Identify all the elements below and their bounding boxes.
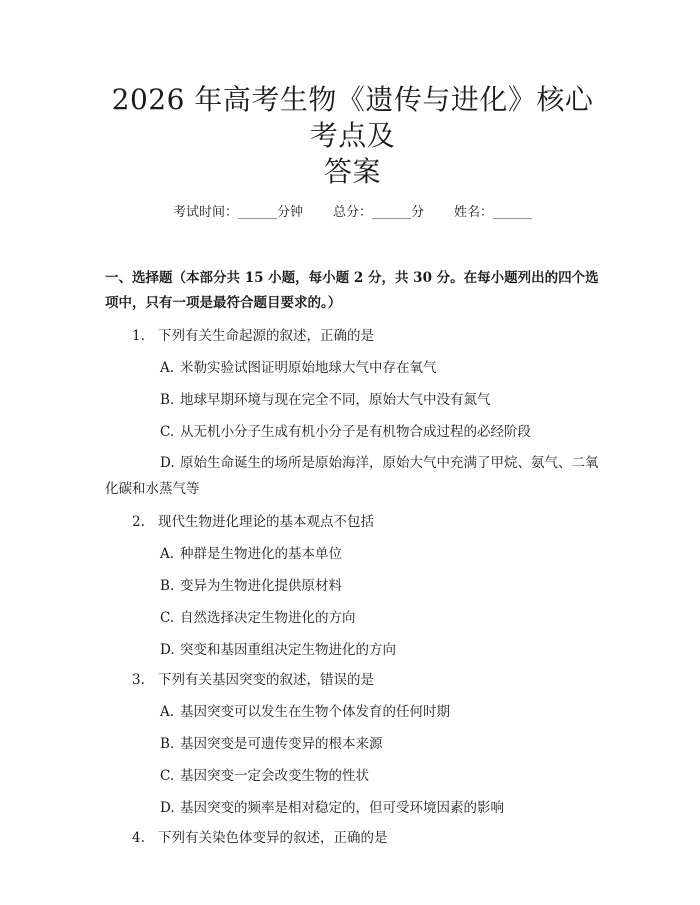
title-line-2: 答案 (323, 155, 381, 188)
option-letter: A. (160, 360, 175, 376)
question-number: 1. (132, 328, 145, 344)
option-d (105, 640, 600, 660)
question-text: 现代生物进化理论的基本观点不包括 (158, 514, 374, 530)
option-a (105, 702, 600, 722)
question-number: 4. (132, 830, 145, 846)
option-text: 从无机小分子生成有机小分子是有机物合成过程的必经阶段 (180, 424, 531, 440)
option-letter: C. (160, 768, 175, 784)
option-letter: D. (160, 800, 175, 816)
option-d (105, 798, 600, 818)
option-text: 地球早期环境与现在完全不同，原始大气中没有氮气 (180, 392, 491, 408)
option-text: 米勒实验试图证明原始地球大气中存在氧气 (180, 360, 437, 376)
question-text: 下列有关生命起源的叙述，正确的是 (158, 328, 374, 344)
option-text: 基因突变一定会改变生物的性状 (180, 768, 369, 784)
option-a (105, 358, 600, 378)
document-title (105, 82, 600, 190)
question-text: 下列有关基因突变的叙述，错误的是 (158, 672, 374, 688)
option-letter: D. (160, 455, 175, 471)
question-stem (105, 326, 600, 346)
option-text: 原始生命诞生的场所是原始海洋，原始大气中充满了甲烷、氨气、二氧化碳和水蒸气等 (105, 455, 599, 497)
question-4 (105, 828, 600, 848)
option-letter: C. (160, 424, 175, 440)
option-text: 突变和基因重组决定生物进化的方向 (180, 642, 396, 658)
question-number: 3. (132, 672, 145, 688)
option-text: 基因突变是可遗传变异的根本来源 (180, 736, 383, 752)
question-stem (105, 512, 600, 532)
exam-meta-line (105, 204, 600, 222)
option-letter: B. (160, 392, 175, 408)
question-2 (105, 512, 600, 660)
question-stem (105, 670, 600, 690)
option-letter: C. (160, 610, 175, 626)
option-b (105, 734, 600, 754)
option-c (105, 608, 600, 628)
exam-time-field: 考试时间：______分钟 (172, 205, 303, 220)
option-b (105, 576, 600, 596)
section-heading: 一、选择题（本部分共 15 小题，每小题 2 分，共 30 分。在每小题列出的四个选项中，只有一项是最符合题目要求的。） (105, 270, 599, 311)
option-letter: A. (160, 546, 175, 562)
question-3 (105, 670, 600, 818)
student-name-field: 姓名：______ (454, 205, 533, 220)
option-b (105, 390, 600, 410)
total-score-field: 总分：______分 (332, 205, 424, 220)
option-text: 基因突变可以发生在生物个体发育的任何时期 (180, 704, 450, 720)
option-a (105, 544, 600, 564)
option-letter: B. (160, 578, 175, 594)
question-1 (105, 326, 600, 502)
option-c (105, 766, 600, 786)
title-line-1: 2026 年高考生物《遗传与进化》核心考点及 (111, 83, 594, 152)
option-text: 自然选择决定生物进化的方向 (180, 610, 356, 626)
option-d (105, 450, 600, 502)
option-letter: D. (160, 642, 175, 658)
option-letter: B. (160, 736, 175, 752)
question-number: 2. (132, 514, 145, 530)
question-text: 下列有关染色体变异的叙述，正确的是 (158, 830, 388, 846)
option-text: 种群是生物进化的基本单位 (180, 546, 342, 562)
option-text: 变异为生物进化提供原材料 (180, 578, 342, 594)
question-stem (105, 828, 600, 848)
option-text: 基因突变的频率是相对稳定的，但可受环境因素的影响 (180, 800, 504, 816)
option-c (105, 422, 600, 442)
option-letter: A. (160, 704, 175, 720)
